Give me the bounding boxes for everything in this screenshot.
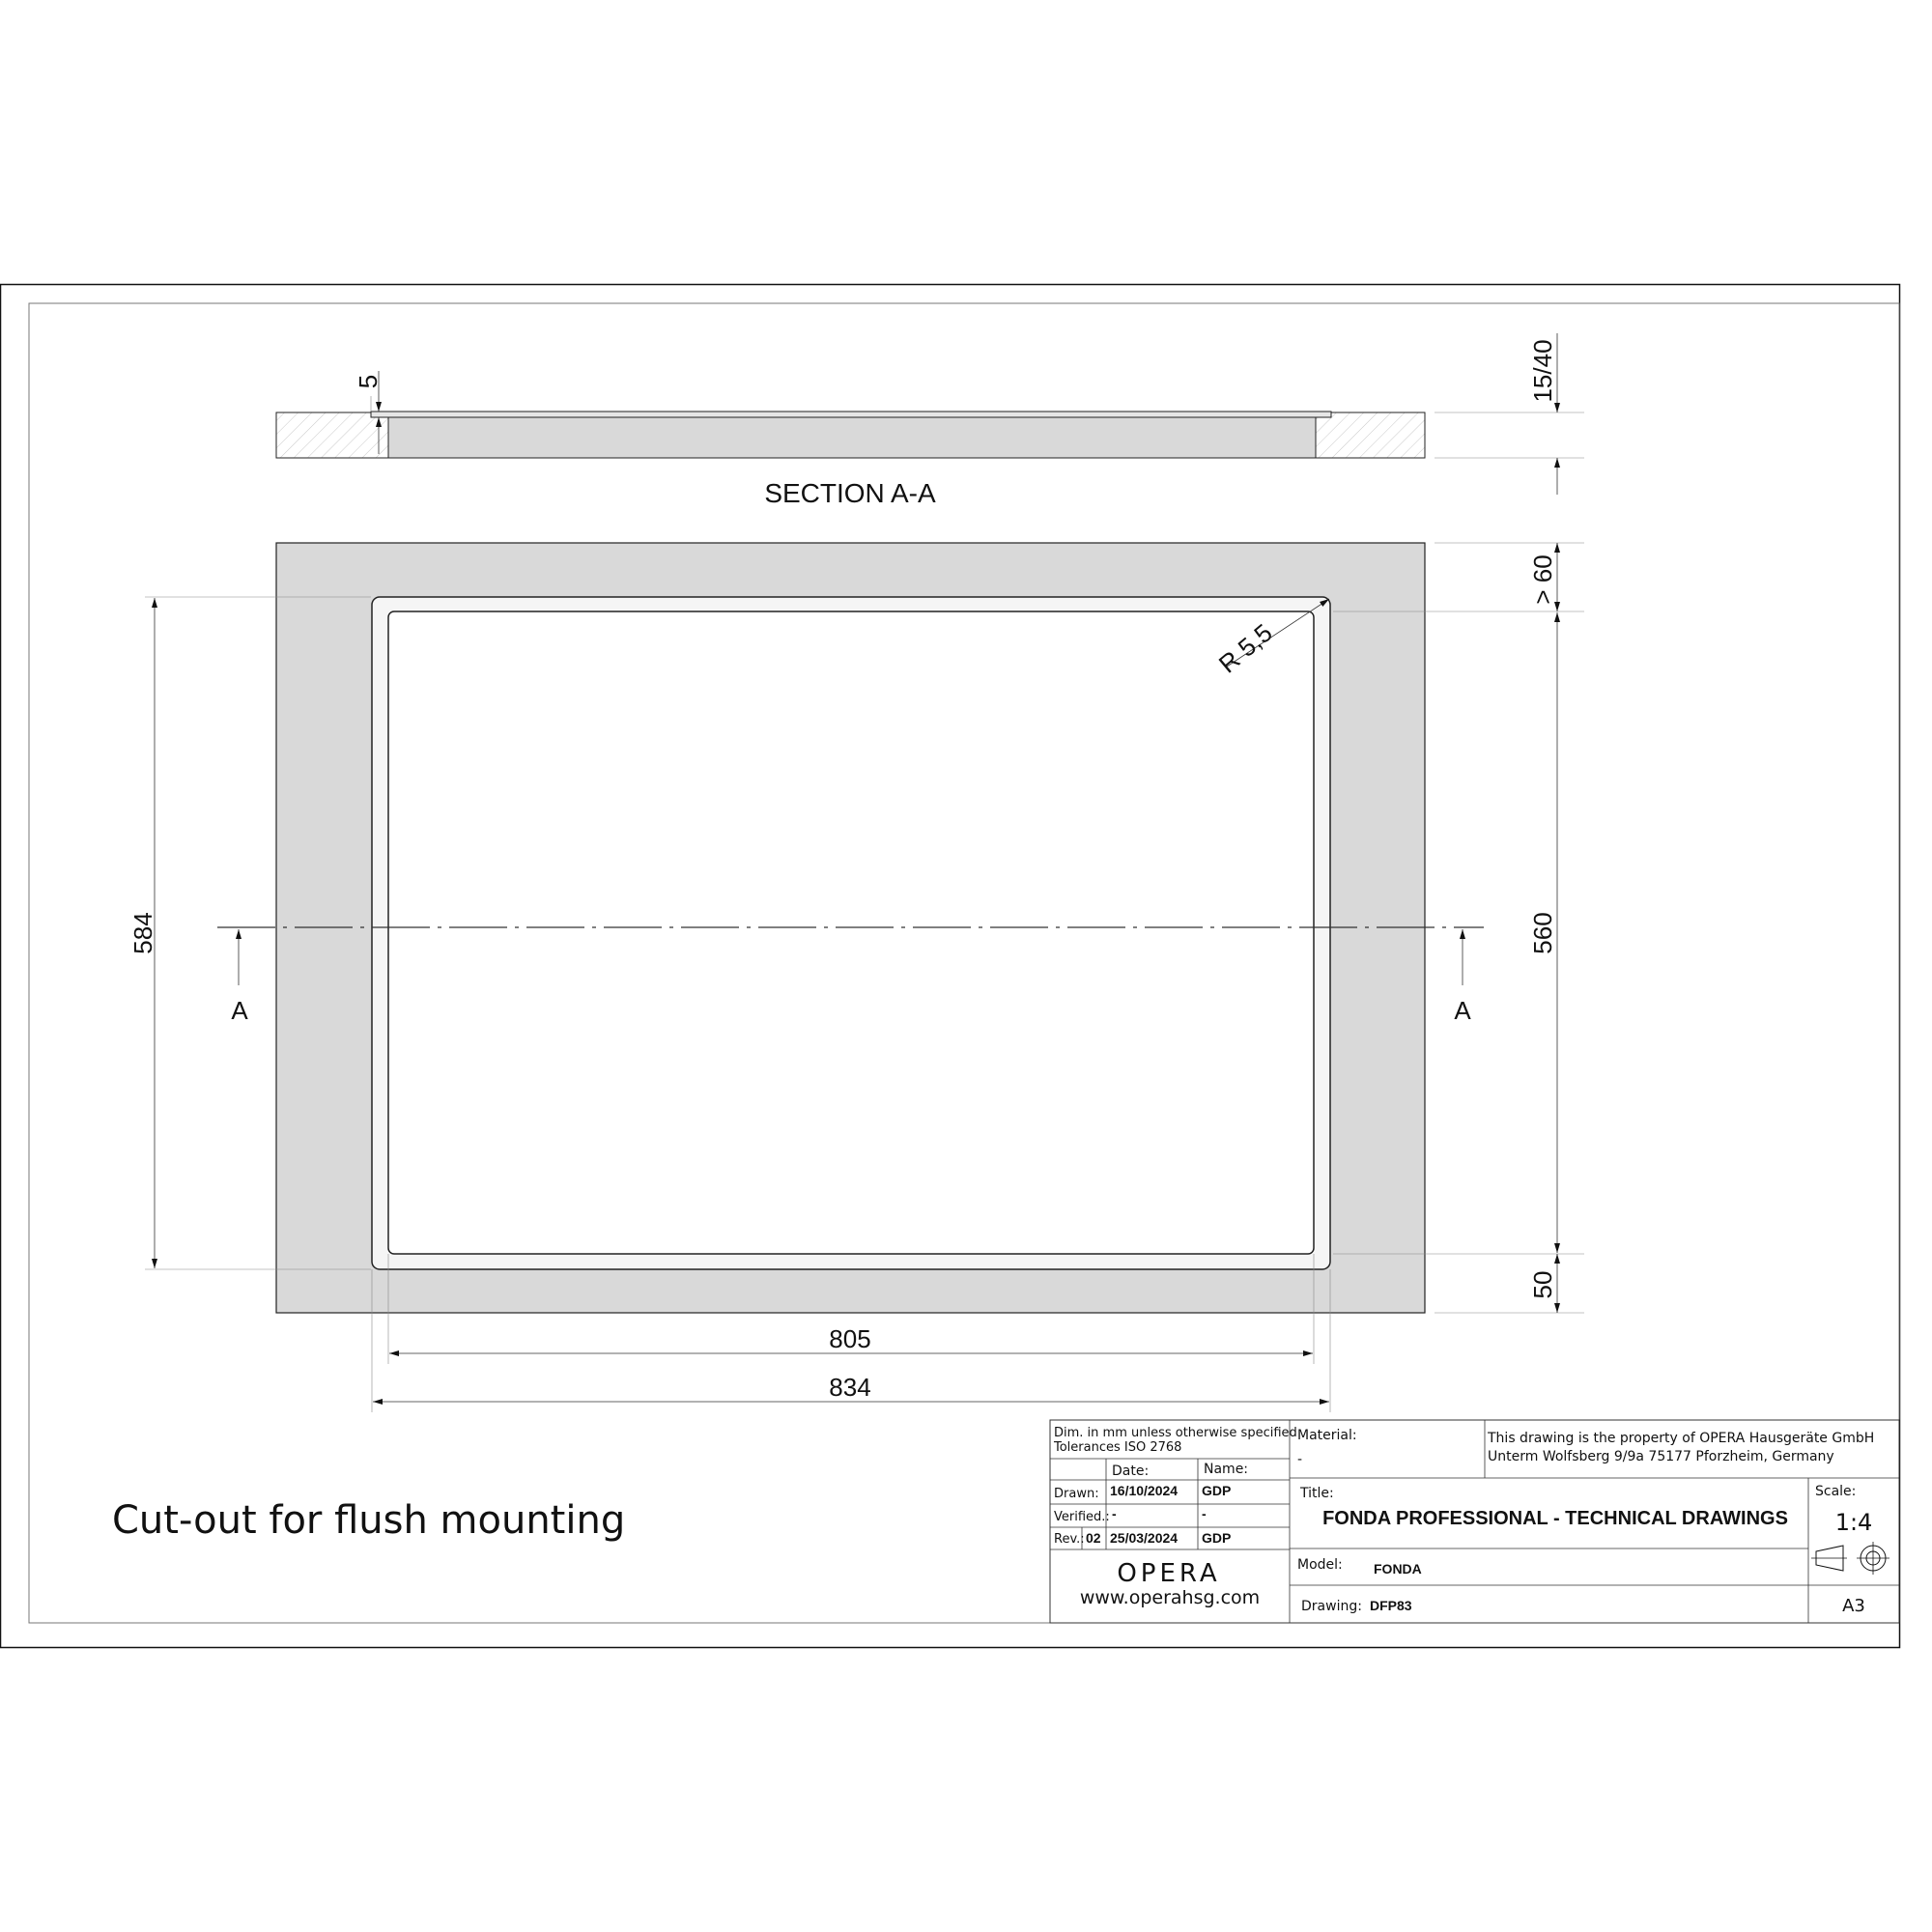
dim-5-text: 5 [354,374,383,389]
date-header: Date: [1112,1463,1150,1479]
dim-note: Dim. in mm unless otherwise specified [1054,1426,1297,1440]
radius-text: R 5,5 [1212,617,1278,679]
paper-size: A3 [1842,1596,1865,1616]
title-label: Title: [1300,1486,1334,1501]
verified-date: - [1112,1506,1117,1521]
name-header: Name: [1204,1462,1249,1477]
plan-view [128,543,1584,1412]
property-line-2: Unterm Wolfsberg 9/9a 75177 Pforzheim, Germany [1488,1449,1834,1464]
opera-logo: OPERA [1117,1559,1221,1588]
section-label: SECTION A-A [764,478,936,508]
model-value: FONDA [1374,1561,1422,1577]
dim-805-text: 805 [829,1324,871,1353]
section-countertop-left [276,412,388,458]
dim-560-text: 560 [1528,912,1557,954]
scale-value: 1:4 [1834,1509,1873,1536]
tolerances-note: Tolerances ISO 2768 [1054,1440,1182,1455]
rev-name: GDP [1202,1530,1232,1546]
title-block [1050,1420,1899,1623]
drawn-name: GDP [1202,1483,1232,1498]
section-mark-left: A [231,996,248,1025]
drawing-caption: Cut-out for flush mounting [112,1498,626,1543]
section-glass-top [371,412,1331,417]
website: www.operahsg.com [1079,1587,1261,1608]
drawing-label: Drawing: [1301,1599,1362,1614]
dim-15-40-text: 15/40 [1528,339,1557,403]
rev-label: Rev.: [1054,1532,1085,1547]
section-countertop-right [1316,412,1425,458]
verified-label: Verified.: [1054,1510,1110,1524]
verified-name: - [1202,1506,1207,1521]
scale-label: Scale: [1815,1484,1857,1499]
drawing-value: DFP83 [1370,1598,1412,1613]
material-label: Material: [1297,1428,1357,1443]
rev-number: 02 [1086,1530,1101,1546]
dim-50-text: 50 [1528,1270,1557,1299]
section-mark-right: A [1454,996,1471,1025]
section-hob-body [388,417,1316,458]
projection-symbol-icon [1811,1542,1889,1575]
dim-60-text: > 60 [1528,554,1557,605]
material-value: - [1297,1452,1303,1467]
property-line-1: This drawing is the property of OPERA Hausgeräte GmbH [1488,1431,1875,1446]
title-value: FONDA PROFESSIONAL - TECHNICAL DRAWINGS [1322,1508,1788,1529]
dim-584-text: 584 [128,912,157,954]
drawn-date: 16/10/2024 [1110,1483,1179,1498]
plan-cutout-inner [388,611,1314,1254]
rev-date: 25/03/2024 [1110,1530,1179,1546]
section-view [276,333,1584,508]
dim-834-text: 834 [829,1373,871,1402]
drawn-label: Drawn: [1054,1487,1099,1501]
model-label: Model: [1297,1557,1343,1573]
